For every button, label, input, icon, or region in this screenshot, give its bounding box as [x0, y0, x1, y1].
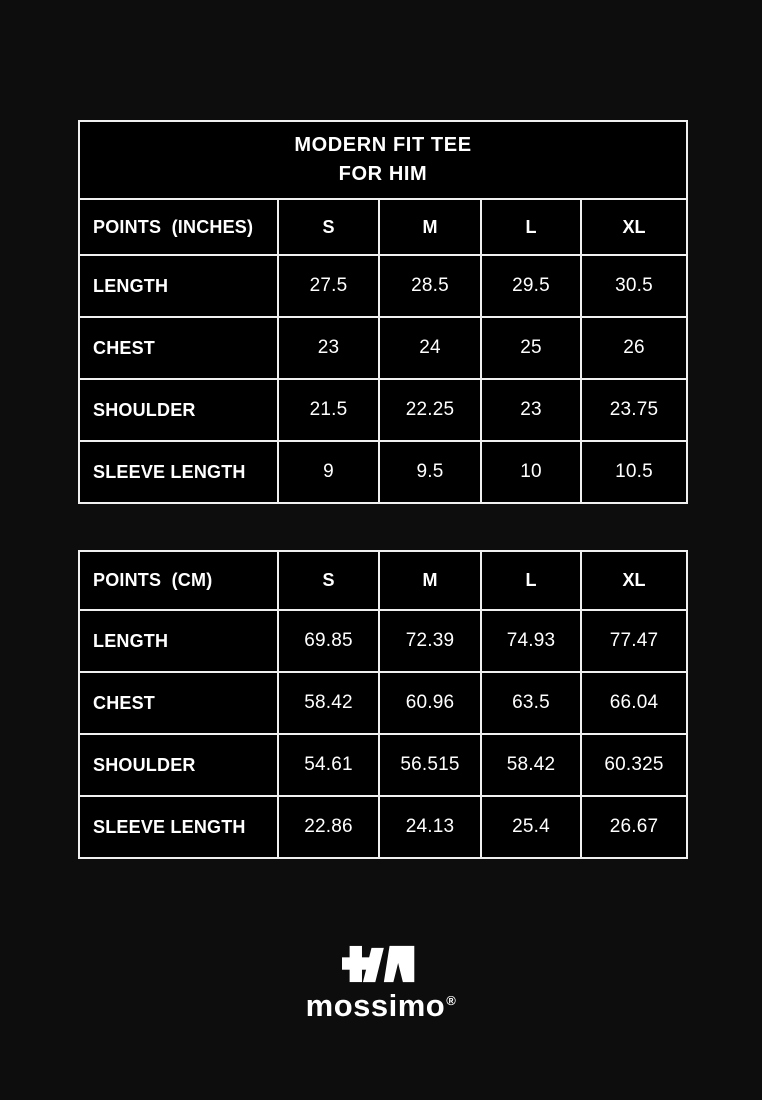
row-label: LENGTH [79, 610, 278, 672]
value-cell: 60.325 [581, 734, 687, 796]
value-cell: 10 [481, 441, 581, 503]
value-cell: 28.5 [379, 255, 481, 317]
table-row-chest [79, 317, 687, 379]
column-header-s: S [278, 551, 379, 610]
row-label: SHOULDER [79, 734, 278, 796]
value-cell: 22.86 [278, 796, 379, 858]
value-cell: 26.67 [581, 796, 687, 858]
value-cell: 56.515 [379, 734, 481, 796]
inches-header-row [79, 199, 687, 255]
value-cell: 63.5 [481, 672, 581, 734]
value-cell: 30.5 [581, 255, 687, 317]
value-cell: 23.75 [581, 379, 687, 441]
value-cell: 74.93 [481, 610, 581, 672]
value-cell: 29.5 [481, 255, 581, 317]
value-cell: 25 [481, 317, 581, 379]
value-cell: 21.5 [278, 379, 379, 441]
column-header-l: L [481, 551, 581, 610]
value-cell: 72.39 [379, 610, 481, 672]
row-label: CHEST [79, 317, 278, 379]
column-header-s: S [278, 199, 379, 255]
value-cell: 27.5 [278, 255, 379, 317]
table-row-shoulder [79, 379, 687, 441]
value-cell: 24.13 [379, 796, 481, 858]
column-header-xl: XL [581, 199, 687, 255]
title-row [79, 121, 687, 199]
registered-trademark-symbol: ® [446, 992, 457, 1008]
cm-header-row [79, 551, 687, 610]
mossimo-logo-mark-icon [342, 941, 420, 987]
value-cell: 22.25 [379, 379, 481, 441]
value-cell: 58.42 [278, 672, 379, 734]
value-cell: 26 [581, 317, 687, 379]
value-cell: 23 [278, 317, 379, 379]
brand-name-text: mossimo [305, 988, 446, 1023]
inches-points-header: POINTS (INCHES) [79, 199, 278, 255]
table-row-sleeve-length [79, 796, 687, 858]
value-cell: 77.47 [581, 610, 687, 672]
row-label: SLEEVE LENGTH [79, 441, 278, 503]
value-cell: 23 [481, 379, 581, 441]
value-cell: 69.85 [278, 610, 379, 672]
value-cell: 24 [379, 317, 481, 379]
table-row-chest [79, 672, 687, 734]
table-row-length [79, 255, 687, 317]
table-row-shoulder [79, 734, 687, 796]
brand-wordmark [306, 990, 457, 1021]
value-cell: 25.4 [481, 796, 581, 858]
column-header-m: M [379, 199, 481, 255]
table-row-length [79, 610, 687, 672]
row-label: SHOULDER [79, 379, 278, 441]
value-cell: 66.04 [581, 672, 687, 734]
column-header-m: M [379, 551, 481, 610]
inches-size-table [78, 120, 688, 504]
value-cell: 9 [278, 441, 379, 503]
chart-title-line2: FOR HIM [338, 163, 428, 185]
brand-logo [0, 941, 762, 1021]
column-header-l: L [481, 199, 581, 255]
value-cell: 10.5 [581, 441, 687, 503]
cm-size-table [78, 550, 688, 859]
chart-title [79, 121, 687, 199]
row-label: LENGTH [79, 255, 278, 317]
row-label: SLEEVE LENGTH [79, 796, 278, 858]
cm-points-header: POINTS (CM) [79, 551, 278, 610]
value-cell: 58.42 [481, 734, 581, 796]
value-cell: 9.5 [379, 441, 481, 503]
value-cell: 60.96 [379, 672, 481, 734]
row-label: CHEST [79, 672, 278, 734]
value-cell: 54.61 [278, 734, 379, 796]
table-row-sleeve-length [79, 441, 687, 503]
chart-title-line1: MODERN FIT TEE [294, 134, 472, 156]
column-header-xl: XL [581, 551, 687, 610]
